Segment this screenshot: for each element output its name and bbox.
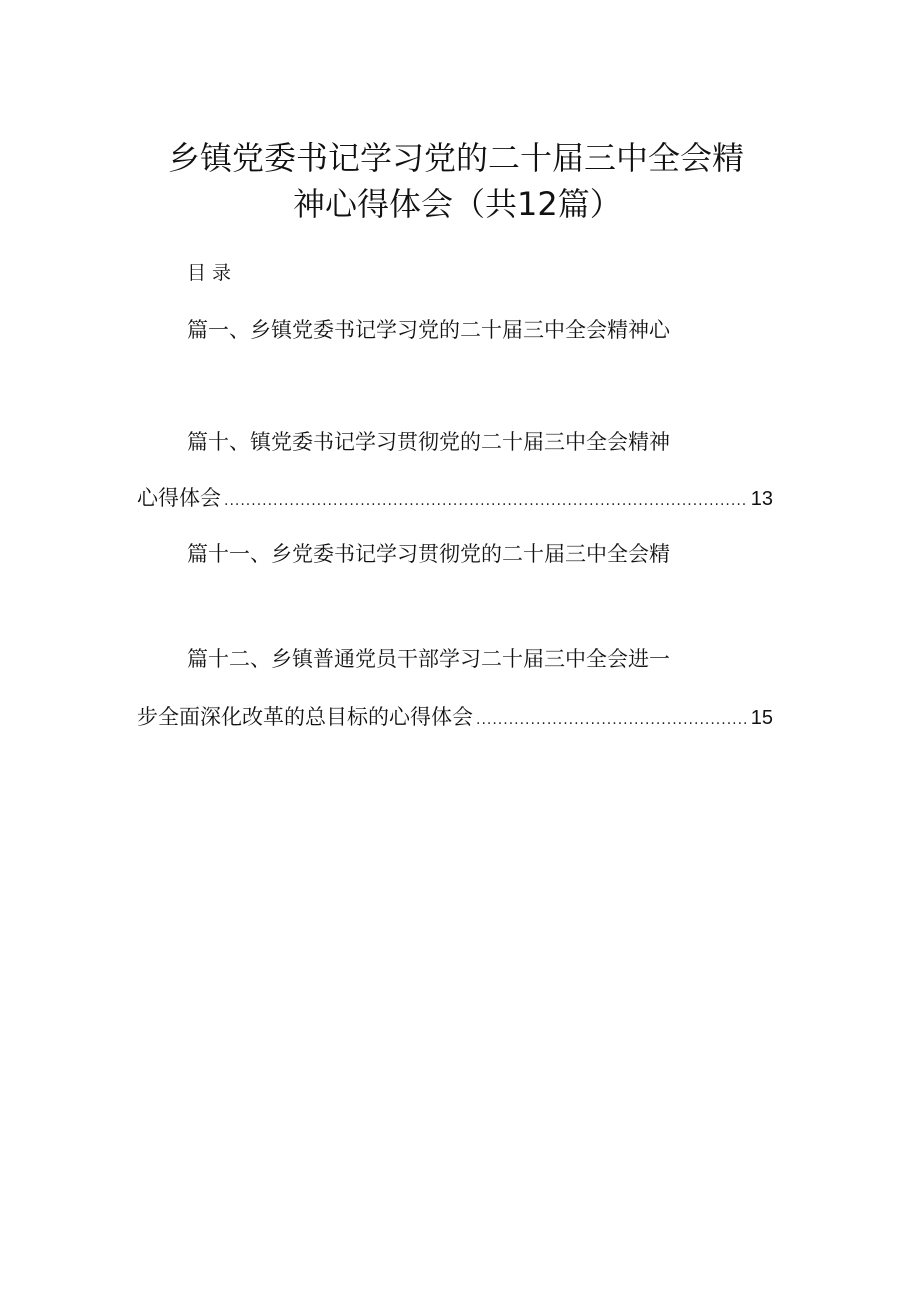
toc-entry-10-line-2[interactable] xyxy=(137,484,773,512)
toc-page-number: 13 xyxy=(750,488,773,510)
toc-entry-12-line-2[interactable] xyxy=(137,703,773,731)
toc-entry-11[interactable]: 篇十一、乡党委书记学习贯彻党的二十届三中全会精 xyxy=(187,542,670,566)
toc-dot-leader xyxy=(476,706,748,734)
toc-heading: 目录 xyxy=(187,262,238,284)
toc-entry-10-line-1[interactable]: 篇十、镇党委书记学习贯彻党的二十届三中全会精神 xyxy=(187,430,670,454)
toc-page-number: 15 xyxy=(750,707,773,729)
document-title-line-1: 乡镇党委书记学习党的二十届三中全会精 xyxy=(168,139,745,177)
toc-entry-text: 步全面深化改革的总目标的心得体会 xyxy=(137,705,473,729)
toc-entry-1[interactable]: 篇一、乡镇党委书记学习党的二十届三中全会精神心 xyxy=(187,318,670,342)
document-title-line-2: 神心得体会（共12篇） xyxy=(293,185,622,223)
toc-entry-text: 心得体会 xyxy=(137,486,221,510)
toc-entry-12-line-1[interactable]: 篇十二、乡镇普通党员干部学习二十届三中全会进一 xyxy=(187,647,670,671)
toc-dot-leader xyxy=(224,487,748,515)
